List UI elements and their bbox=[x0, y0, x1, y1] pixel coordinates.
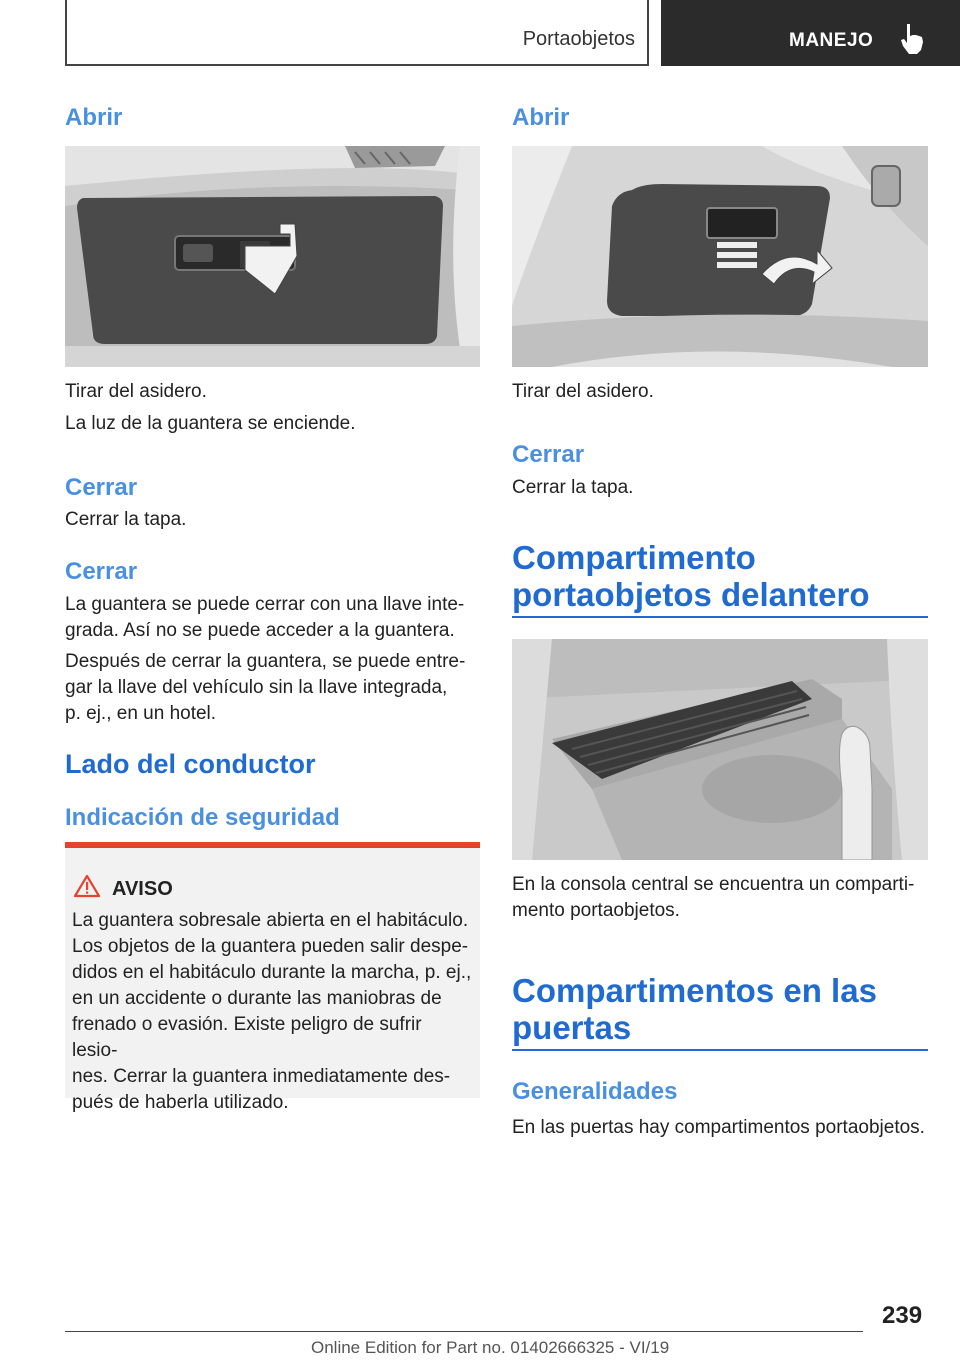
heading-abrir-left: Abrir bbox=[65, 104, 123, 131]
heading-rule bbox=[512, 1049, 928, 1051]
warning-line: La guantera sobresale abierta en el habitáculo. bbox=[72, 910, 469, 931]
heading-generalidades: Generalidades bbox=[512, 1078, 678, 1105]
comp-text-line-2: mento portaobjetos. bbox=[512, 900, 680, 921]
heading-cerrar-2: Cerrar bbox=[65, 558, 138, 585]
warning-title: AVISO bbox=[112, 878, 173, 900]
abrir-right-text: Tirar del asidero. bbox=[512, 381, 654, 402]
heading-puertas-line-1: Compartimentos en las bbox=[512, 972, 877, 1009]
heading-cerrar-1: Cerrar bbox=[65, 474, 138, 501]
heading-rule bbox=[512, 616, 928, 618]
cerrar-2-line-4: gar la llave del vehículo sin la llave integrada, bbox=[65, 677, 448, 698]
glovebox-driver-illustration bbox=[512, 146, 928, 367]
warning-line: en un accidente o durante las maniobras de bbox=[72, 988, 442, 1009]
comp-text-line-1: En la consola central se encuentra un comparti- bbox=[512, 874, 915, 895]
glovebox-passenger-illustration bbox=[65, 146, 480, 367]
warning-line: didos en el habitáculo durante la marcha, p. ej., bbox=[72, 962, 472, 983]
warning-triangle-icon bbox=[73, 874, 101, 898]
heading-abrir-right: Abrir bbox=[512, 104, 570, 131]
cerrar-2-line-5: p. ej., en un hotel. bbox=[65, 703, 217, 724]
heading-cerrar-right: Cerrar bbox=[512, 441, 585, 468]
running-header-section bbox=[65, 0, 649, 66]
warning-line: frenado o evasión. Existe peligro de sufrir lesio- bbox=[72, 1014, 422, 1061]
cerrar-2-line-2: grada. Así no se puede acceder a la guantera. bbox=[65, 620, 455, 641]
warning-line: Los objetos de la guantera pueden salir despe- bbox=[72, 936, 469, 957]
section-title: Portaobjetos bbox=[522, 28, 635, 50]
running-header-chapter bbox=[661, 0, 960, 66]
abrir-left-text-1: Tirar del asidero. bbox=[65, 381, 207, 402]
generalidades-text: En las puertas hay compartimentos portaobjetos. bbox=[512, 1117, 925, 1138]
heading-compartimento-line-1: Compartimento bbox=[512, 539, 756, 576]
heading-compartimento-line-2: portaobjetos delantero bbox=[512, 576, 870, 613]
abrir-left-text-2: La luz de la guantera se enciende. bbox=[65, 413, 356, 434]
hand-pointer-icon bbox=[897, 22, 927, 56]
footer-rule bbox=[65, 1331, 863, 1332]
cerrar-2-line-3: Después de cerrar la guantera, se puede entre- bbox=[65, 651, 466, 672]
center-console-storage-illustration bbox=[512, 639, 928, 860]
cerrar-2-line-1: La guantera se puede cerrar con una llave inte- bbox=[65, 594, 465, 615]
warning-line: nes. Cerrar la guantera inmediatamente des- bbox=[72, 1066, 451, 1087]
warning-text bbox=[72, 908, 472, 1116]
heading-indicacion-seguridad: Indicación de seguridad bbox=[65, 804, 340, 831]
edition-note: Online Edition for Part no. 01402666325 - VI/19 bbox=[311, 1338, 670, 1357]
heading-puertas-line-2: puertas bbox=[512, 1009, 632, 1046]
heading-lado-del-conductor: Lado del conductor bbox=[65, 749, 316, 779]
warning-box bbox=[65, 842, 480, 1113]
cerrar-right-text: Cerrar la tapa. bbox=[512, 477, 634, 498]
cerrar-1-text: Cerrar la tapa. bbox=[65, 509, 187, 530]
warning-line: pués de haberla utilizado. bbox=[72, 1092, 289, 1113]
chapter-title: MANEJO bbox=[789, 30, 874, 51]
page-number: 239 bbox=[882, 1302, 923, 1329]
